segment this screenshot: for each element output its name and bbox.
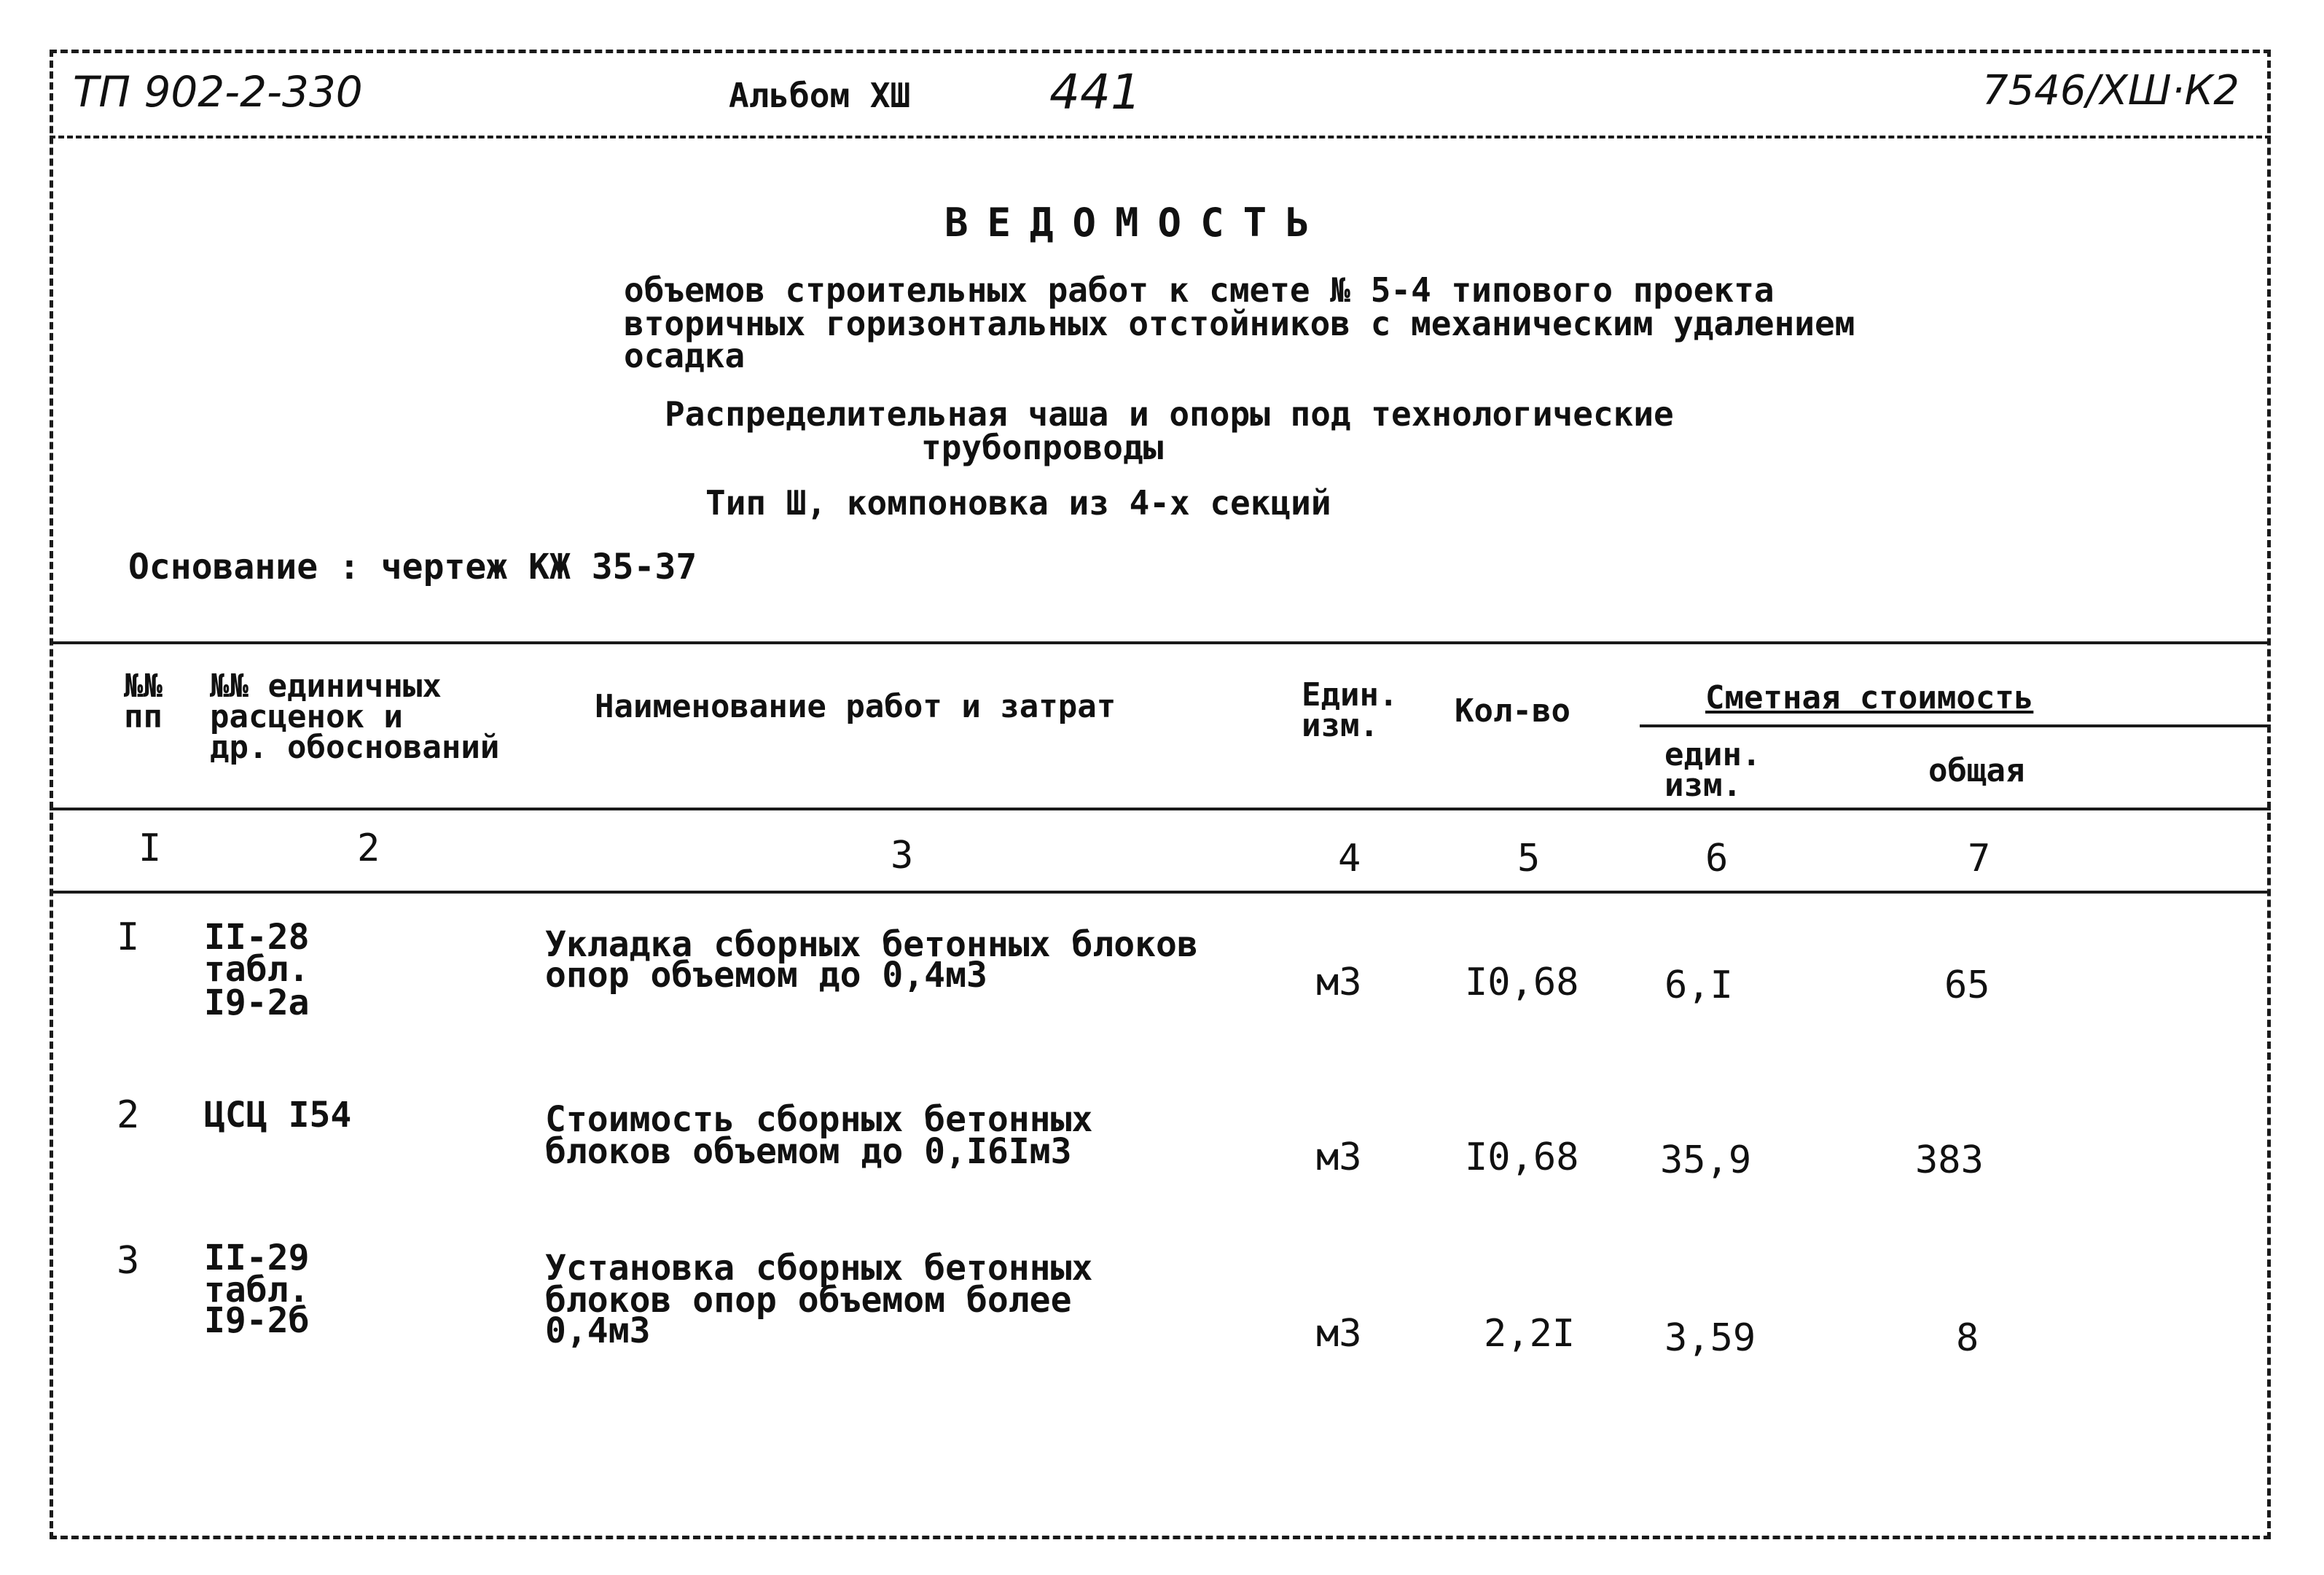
header-col7: общая [1928,752,2025,789]
colnum-2: 2 [357,826,380,870]
basis-line: Основание : чертеж КЖ 35-37 [128,547,697,587]
sheet-number: 441 [1049,64,1141,120]
header-col6-line2: изм. [1664,767,1742,804]
row-unit: м3 [1316,961,1362,1004]
row-number: 3 [117,1239,140,1283]
row-code-line: II-28 [204,917,310,958]
row-code-line: табл. [204,949,310,990]
row-total: 383 [1915,1138,1984,1182]
colnum-bottom-rule [50,891,2271,894]
row-code-line: I9-2б [204,1300,310,1341]
row-name-line: Установка сборных бетонных [545,1248,1093,1289]
row-total: 8 [1956,1316,1979,1360]
row-number: 2 [117,1093,140,1137]
subtitle-line-1: объемов строительных работ к смете № 5-4 типового проекта [624,270,1775,310]
row-qty: 2,2I [1484,1312,1576,1356]
row-qty: I0,68 [1465,1136,1579,1179]
row-code-line: II-29 [204,1238,310,1278]
header-col2-line3: др. обоснований [210,729,500,766]
row-name-line: блоков объемом до 0,I6Iм3 [545,1131,1072,1172]
subtitle-line-3: осадка [624,336,746,375]
row-code-line: табл. [204,1270,310,1310]
table-top-rule [50,641,2271,644]
header-col1-line2: пп [124,698,163,735]
row-unit-price: 3,59 [1664,1316,1756,1360]
header-cost-group: Сметная стоимость [1705,679,2034,716]
row-code-line: I9-2а [204,982,310,1023]
header-bottom-rule [50,808,2271,810]
header-col1-line1: №№ [124,668,163,705]
inventory-code: 7546/XШ·К2 [1982,67,2239,114]
row-name-line: Стоимость сборных бетонных [545,1099,1093,1140]
header-col5: Кол-во [1455,692,1570,730]
project-code: ТП 902-2-330 [73,67,363,117]
row-unit: м3 [1316,1136,1362,1179]
row-name-line: блоков опор объемом более [545,1280,1072,1321]
cost-group-rule [1640,724,2271,727]
header-col4-line1: Един. [1302,676,1398,714]
header-col4-line2: изм. [1302,707,1379,744]
section-line-2: трубопроводы [921,428,1164,467]
header-col2-line2: расценок и [210,698,403,735]
album-label: Альбом XШ [729,76,911,115]
row-name-line: опор объемом до 0,4м3 [545,955,987,996]
header-divider [50,136,2271,138]
colnum-7: 7 [1968,837,1991,880]
row-qty: I0,68 [1465,961,1579,1004]
colnum-3: 3 [891,834,914,878]
colnum-4: 4 [1338,837,1361,880]
header-col6-line1: един. [1664,736,1761,773]
row-code-line: ЦСЦ I54 [204,1095,352,1136]
row-number: I [117,915,140,959]
row-total: 65 [1944,964,1990,1007]
colnum-1: I [138,826,162,870]
colnum-5: 5 [1517,837,1541,880]
header-col3: Наименование работ и затрат [595,688,1116,725]
row-unit-price: 6,I [1664,964,1733,1007]
row-unit: м3 [1316,1312,1362,1356]
row-name-line: Укладка сборных бетонных блоков [545,924,1198,965]
row-name-line: 0,4м3 [545,1310,651,1351]
type-line: Тип Ш, компоновка из 4-х секций [705,483,1331,523]
row-unit-price: 35,9 [1660,1138,1752,1182]
header-col2-line1: №№ единичных [210,668,442,705]
section-line-1: Распределительная чаша и опоры под технологические [665,394,1674,434]
document-title: ВЕДОМОСТЬ [944,200,1329,246]
subtitle-line-2: вторичных горизонтальных отстойников с механическим удалением [624,304,1855,343]
colnum-6: 6 [1705,837,1729,880]
